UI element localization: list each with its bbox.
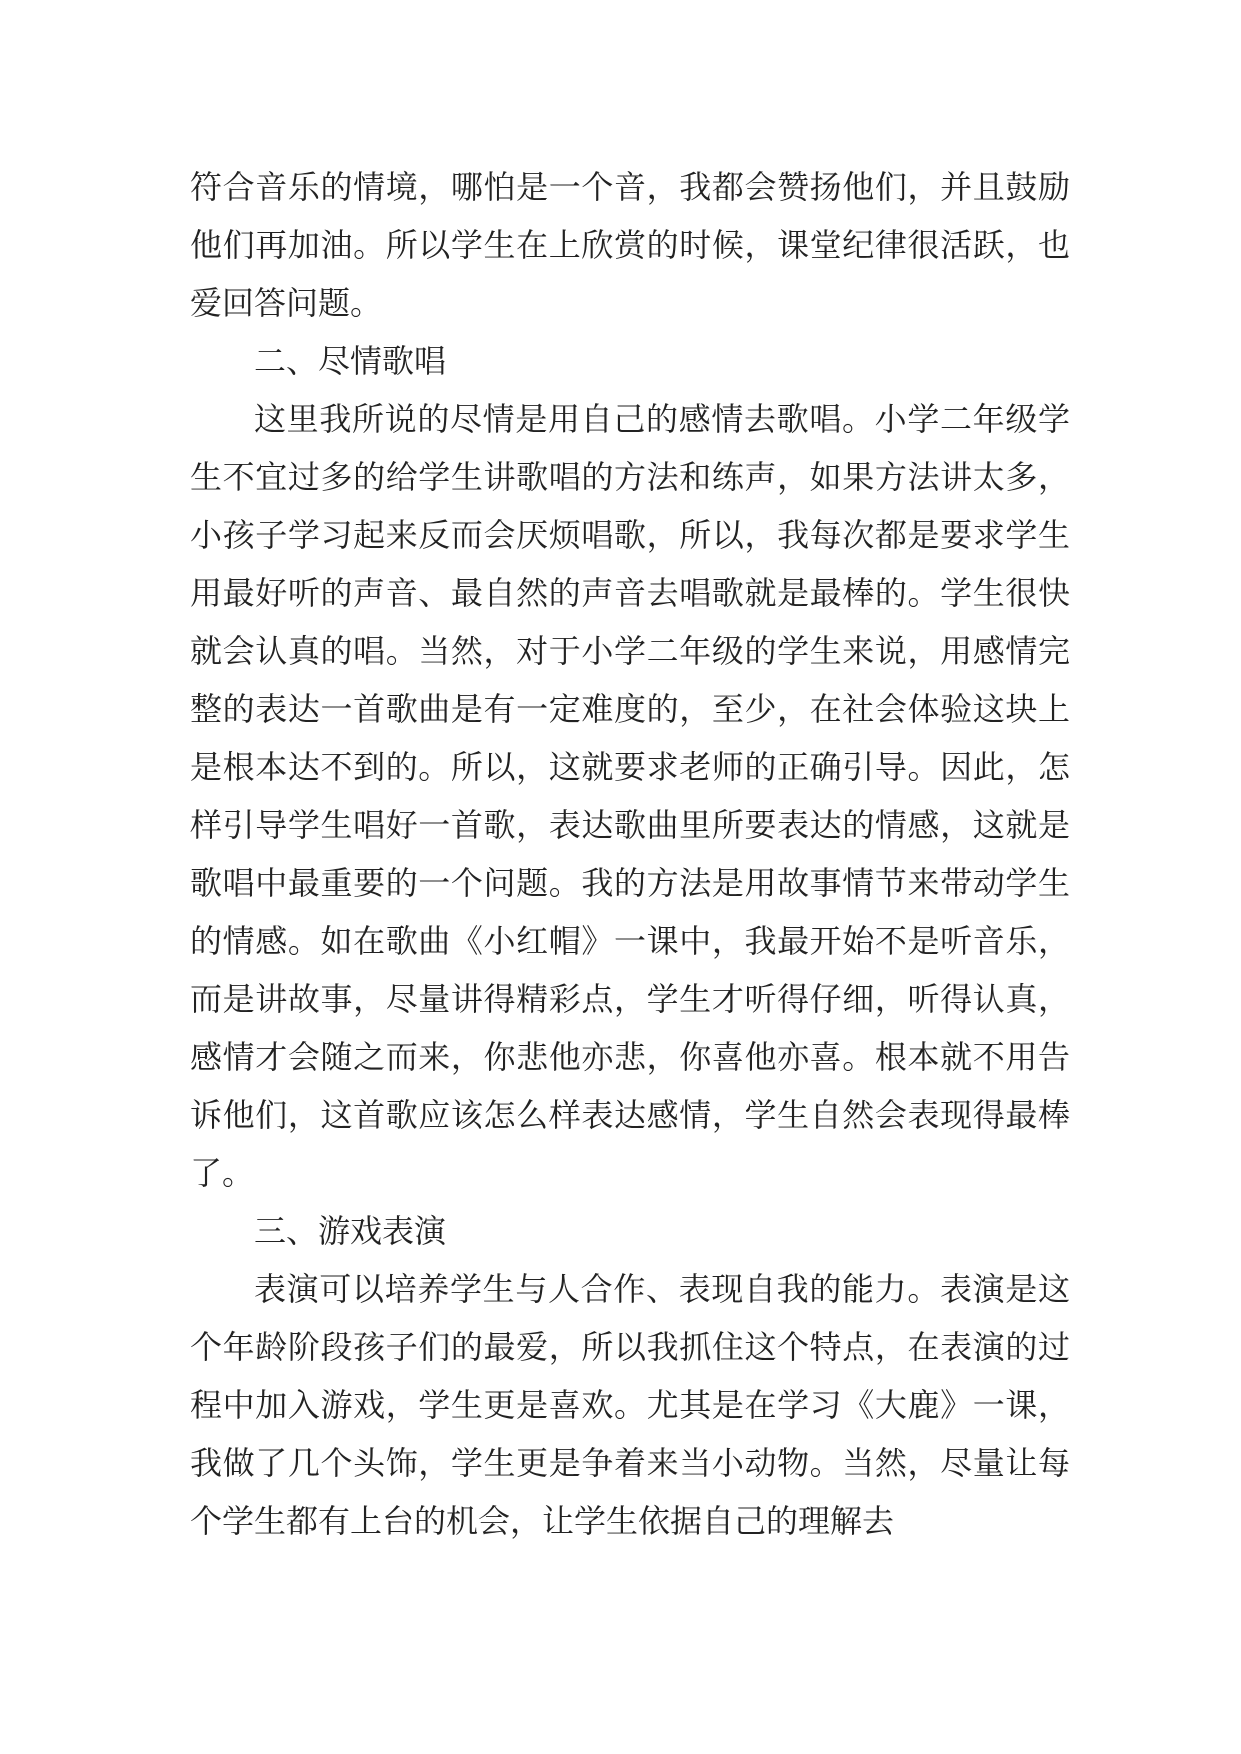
- paragraph-singing: 这里我所说的尽情是用自己的感情去歌唱。小学二年级学生不宜过多的给学生讲歌唱的方法和练声，如果方法讲太多，小孩子学习起来反而会厌烦唱歌，所以，我每次都是要求学生用最好听的声音、最自然的声音去唱歌就是最棒的。学生很快就会认真的唱。当然，对于小学二年级的学生来说，用感情完整的表达一首歌曲是有一定难度的，至少，在社会体验这块上是根本达不到的。所以，这就要求老师的正确引导。因此，怎样引导学生唱好一首歌，表达歌曲里所要表达的情感，这就是歌唱中最重要的一个问题。我的方法是用故事情节来带动学生的情感。如在歌曲《小红帽》一课中，我最开始不是听音乐，而是讲故事，尽量讲得精彩点，学生才听得仔细，听得认真，感情才会随之而来，你悲他亦悲，你喜他亦喜。根本就不用告诉他们，这首歌应该怎么样表达感情，学生自然会表现得最棒了。: [190, 400, 1070, 1192]
- document-page: [190, 158, 1070, 1550]
- section-heading-performance: 三、游戏表演: [254, 1212, 447, 1250]
- paragraph-performance: 表演可以培养学生与人合作、表现自我的能力。表演是这个年龄阶段孩子们的最爱，所以我抓住这个特点，在表演的过程中加入游戏，学生更是喜欢。尤其是在学习《大鹿》一课，我做了几个头饰，学生更是争着来当小动物。当然，尽量让每个学生都有上台的机会，让学生依据自己的理解去: [190, 1270, 1070, 1540]
- paragraph-continuation: 符合音乐的情境，哪怕是一个音，我都会赞扬他们，并且鼓励他们再加油。所以学生在上欣赏的时候，课堂纪律很活跃，也爱回答问题。: [190, 168, 1070, 322]
- section-heading-singing: 二、尽情歌唱: [254, 342, 447, 380]
